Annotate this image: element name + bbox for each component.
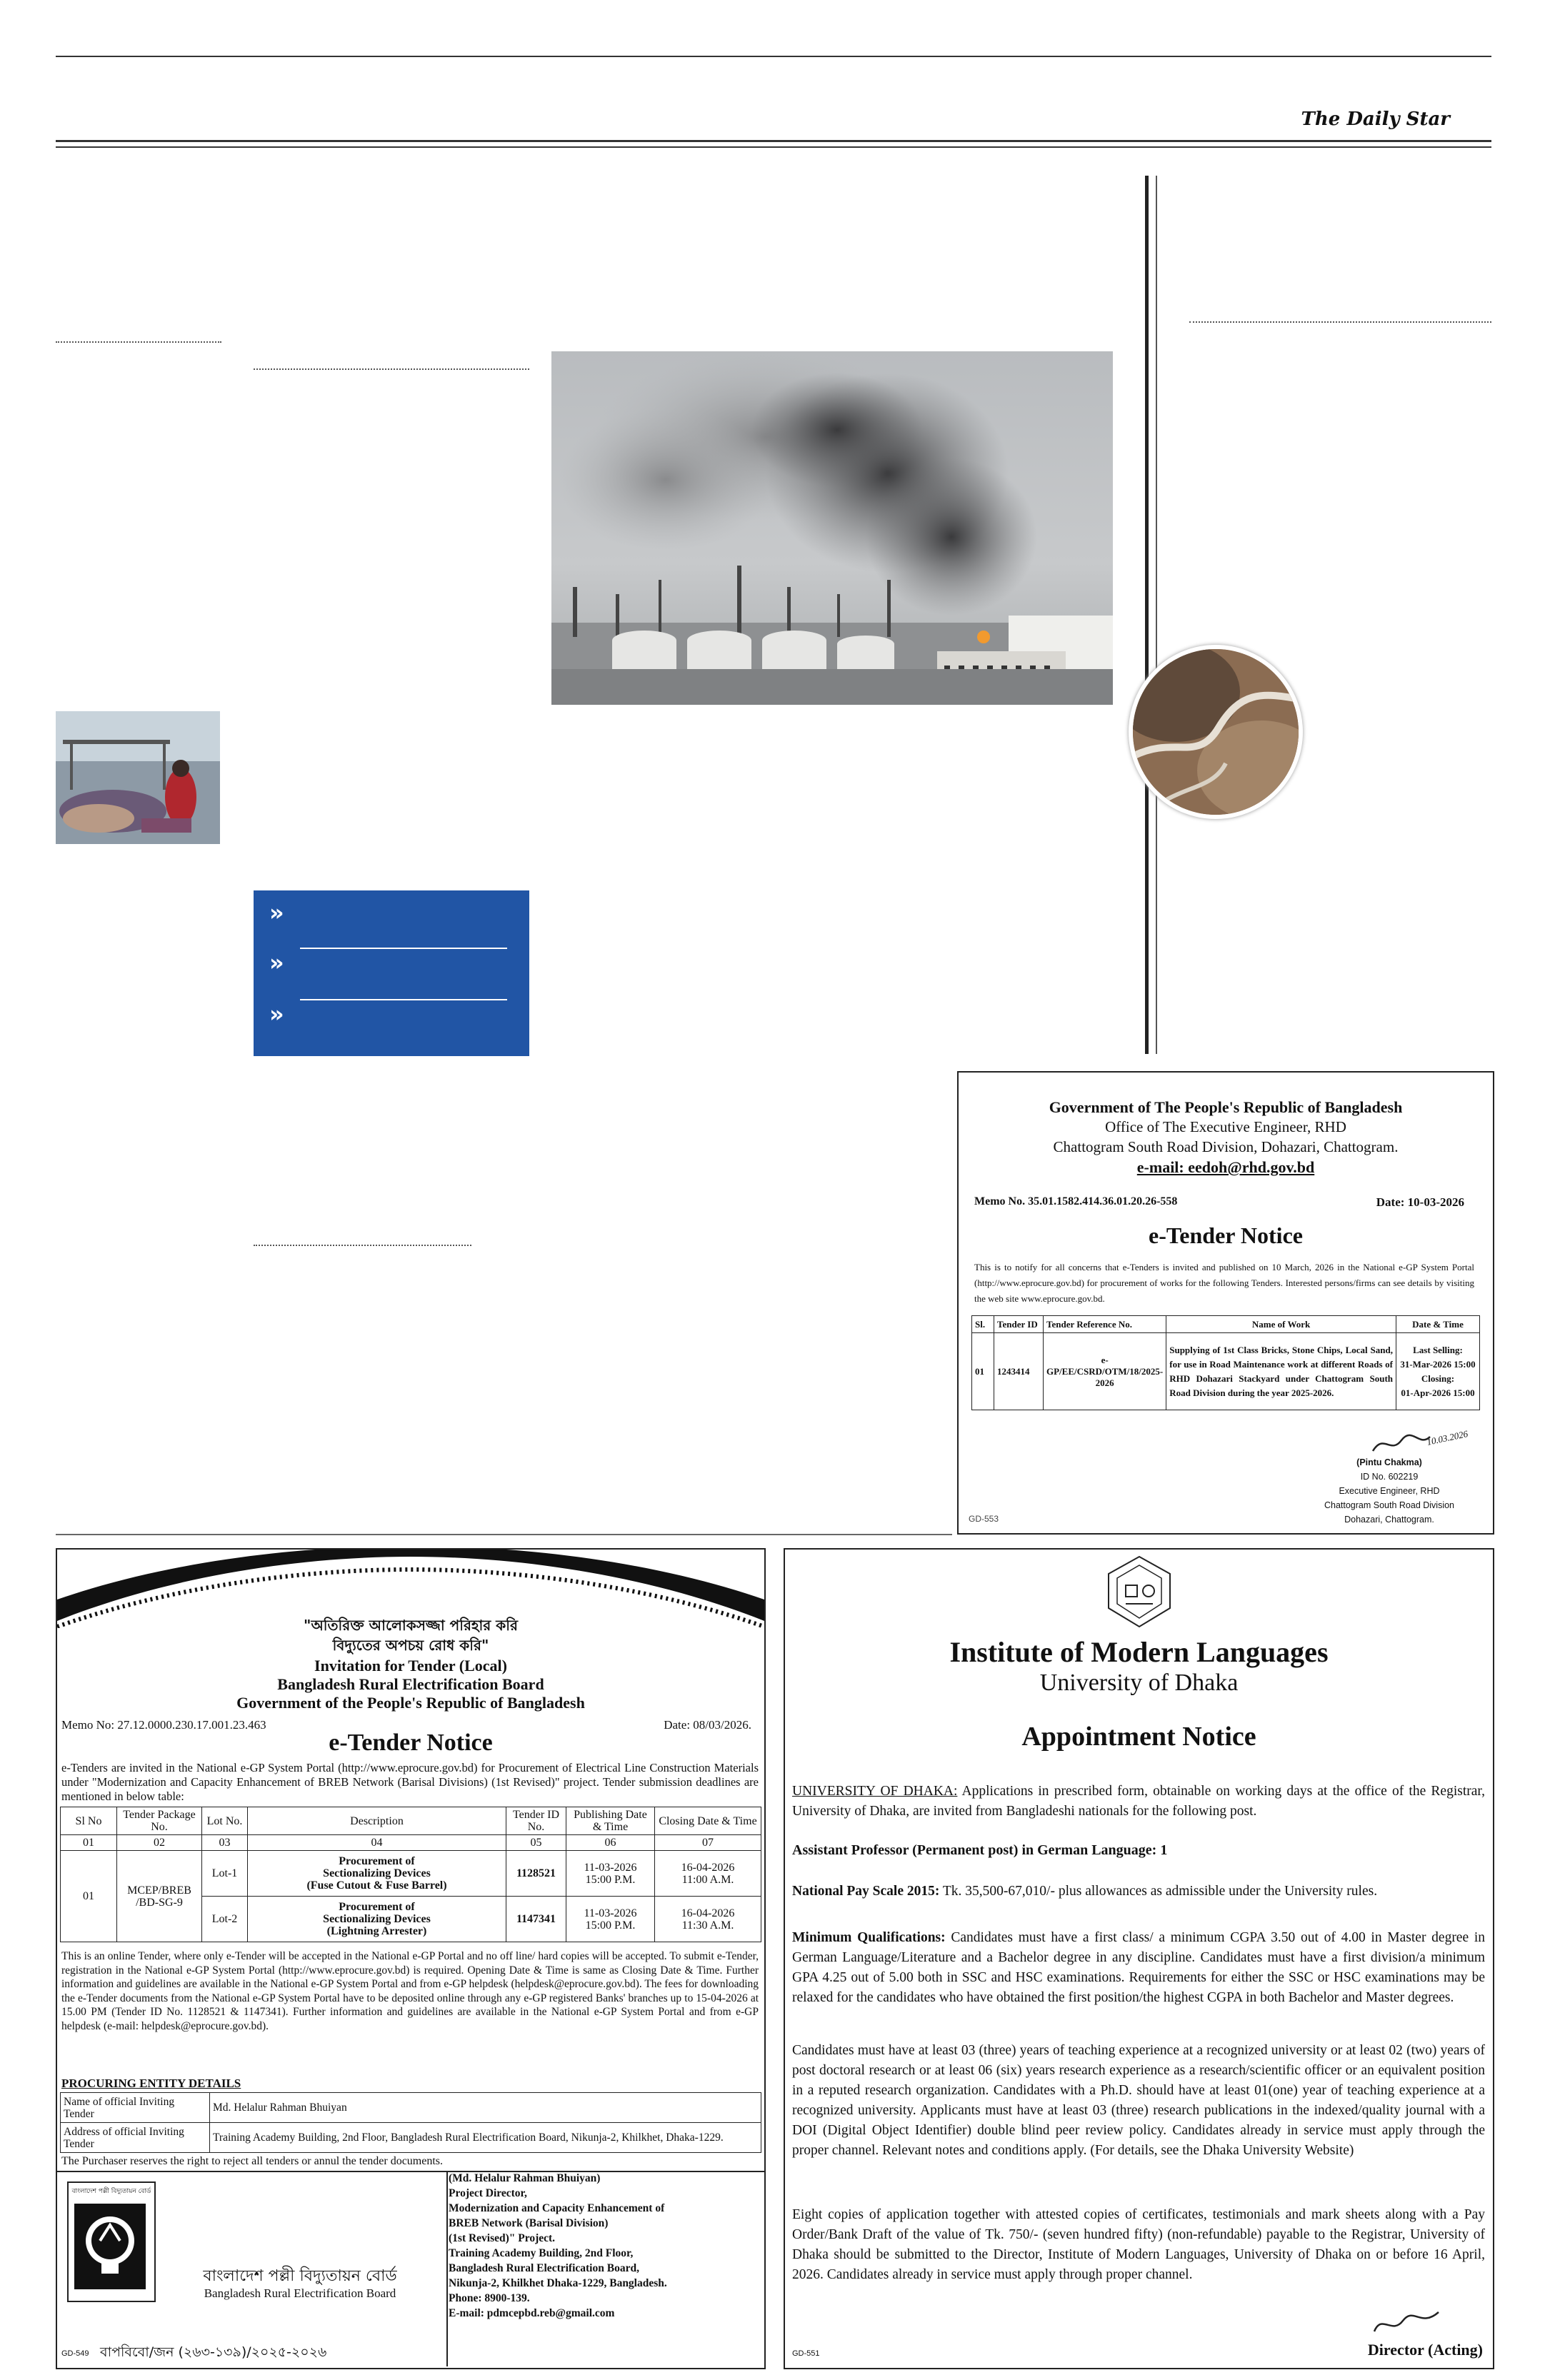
breb-th-pkg: Tender Package No.: [117, 1807, 202, 1835]
rhd-signer-id: ID No. 602219: [1360, 1472, 1419, 1482]
breb-pe-addr-label: Address of official Inviting Tender: [61, 2123, 210, 2153]
breb-lot-1: Lot-1: [202, 1851, 248, 1897]
breb-body: This is an online Tender, where only e-Tender will be accepted in the National e-GP Portal and no off line/ hard copies will be accepted. To submit e-Tender, registration in the National e-GP System Portal (http://www.eprocure.gov.bd) is required. Opening Date & Time is same as Closing Date & Time. Further information and guidelines are available in the National e-GP System Portal and from e-GP helpdesk (helpdesk@eprocure.gov.bd). The fees for downloading the e-Tender documents from the National e-GP System Portal have to be deposited online through any e-GP registered Banks' branches up to 15-04-2026 at 15.00 PM (Tender ID No. 1128521 & 1147341). Further information and guidelines are available in the National e-GP System Portal and from e-GP helpdesk (e-mail: helpdesk@eprocure.gov.bd).: [61, 1950, 759, 2032]
breb-desc-2c: (Lightning Arrester): [326, 1925, 427, 1937]
highlight-rule: [300, 948, 507, 949]
breb-signer: [449, 2171, 763, 2321]
chevron-right-icon: »: [269, 949, 284, 976]
breb-desc-1a: Procurement of: [339, 1855, 415, 1867]
du-exp: Candidates must have at least 03 (three) years of teaching experience at a recognized university or at least 02 (two) years of post doctoral research or at least 06 (six) years research experience as a research/scientific officer or an equivalent position in a reputed research organization. Candidates with a Ph.D. should have at least 01(one) year of teaching experience at a recognized university. Applicants must have at least 03 (three) research publications in the indexed/quality journal with a DOI (Digital Object Identifier) double blind peer review policy. Candidates already in service must apply through the proper channel. Relevant notes and conditions apply. (For details, see the Dhaka University Website): [792, 2043, 1485, 2158]
university-crest-icon: [1101, 1552, 1177, 1631]
breb-signer-8: Phone: 8900-139.: [449, 2292, 530, 2304]
breb-signer-3: BREB Network (Barisal Division): [449, 2217, 609, 2229]
breb-th-desc: Description: [248, 1807, 506, 1835]
du-qual-text: Candidates must have a first class/ a minimum CGPA 3.50 out of 4.00 in Master degree in German Language/Literature and a Bachelor degree in any discipline. Candidates must have a first division/a minimum GPA 4.25 out of 5.00 both in SSC and HSC examinations. Requirements for either the SSC or HSC examinations may be relaxed for the candidates who have obtained the first position/the highest CGPA in both Bachelor and Master degrees.: [792, 1930, 1486, 2005]
header-rule-1: [56, 140, 1491, 142]
breb-logo-caption-en: Bangladesh Rural Electrification Board: [204, 2286, 396, 2300]
rhd-dt-3: Closing:: [1421, 1372, 1455, 1384]
breb-slogan-2: বিদ্যুতের অপচয় রোধ করি": [332, 1637, 489, 1654]
mountain-road-circle-photo: [1129, 645, 1303, 819]
rhd-th-id: Tender ID: [994, 1316, 1044, 1333]
breb-date: Date: 08/03/2026.: [664, 1718, 751, 1732]
ads-separator: [56, 1534, 952, 1535]
breb-colnum: 04: [248, 1835, 506, 1851]
rhd-signer-loc: Dohazari, Chattogram.: [1344, 1515, 1434, 1525]
rhd-office: Office of The Executive Engineer, RHD: [1105, 1118, 1346, 1135]
breb-th-id: Tender ID No.: [506, 1807, 566, 1835]
breb-colnum: 05: [506, 1835, 566, 1851]
du-scale-label: National Pay Scale 2015:: [792, 1884, 940, 1899]
street-photo: [56, 711, 220, 844]
rhd-email: e-mail: eedoh@rhd.gov.bd: [1136, 1158, 1315, 1176]
breb-pub-1a: 11-03-2026: [584, 1861, 637, 1874]
breb-colnum: 02: [117, 1835, 202, 1851]
du-post: Assistant Professor (Permanent post) in German Language: 1: [792, 1842, 1168, 1858]
rhd-signer-post: Executive Engineer, RHD: [1339, 1486, 1440, 1496]
breb-desc-2b: Sectionalizing Devices: [323, 1913, 431, 1925]
rhd-th-dt: Date & Time: [1396, 1316, 1480, 1333]
breb-tender-notice: [56, 1548, 766, 2369]
rhd-dt-2: 31-Mar-2026 15:00: [1400, 1358, 1476, 1370]
rhd-signer-name: (Pintu Chakma): [1356, 1457, 1422, 1467]
chevron-right-icon: »: [269, 1000, 284, 1028]
breb-colnum: 03: [202, 1835, 248, 1851]
du-p1-label: UNIVERSITY OF DHAKA:: [792, 1784, 958, 1799]
breb-sl: 01: [61, 1851, 117, 1942]
rhd-work: Supplying of 1st Class Bricks, Stone Chips, Local Sand, for use in Road Maintenance work at different Roads of RHD Dohazari Stackyard under Chattogram South Road Division during the year 2025-2026.: [1166, 1333, 1396, 1410]
breb-title-1: Invitation for Tender (Local): [314, 1657, 507, 1674]
rhd-signature: [1369, 1430, 1434, 1458]
rhd-division: Chattogram South Road Division, Dohazari, Chattogram.: [1053, 1138, 1399, 1155]
rhd-govt: Government of The People's Republic of Bangladesh: [1049, 1098, 1403, 1116]
rhd-signer: [1300, 1455, 1479, 1527]
rhd-tender-id: 1243414: [994, 1333, 1044, 1410]
masthead-brand: The Daily Star: [1301, 109, 1450, 130]
du-p1: [792, 1782, 1485, 1822]
top-rule: [56, 56, 1491, 57]
chevron-right-icon: »: [269, 899, 284, 926]
rhd-sign-date: 10.03.2026: [1425, 1428, 1469, 1447]
breb-close-2a: 16-04-2026: [681, 1907, 735, 1919]
du-title: Appointment Notice: [1021, 1722, 1256, 1752]
header-rule-2: [56, 146, 1491, 148]
rhd-tender-notice: [957, 1071, 1494, 1535]
breb-logo-caption-bn: বাংলাদেশ পল্লী বিদ্যুতায়ন বোর্ড: [203, 2267, 397, 2285]
bulb-logo-icon: [69, 2196, 151, 2296]
breb-lot-2: Lot-2: [202, 1897, 248, 1942]
breb-close-1: [655, 1851, 761, 1897]
breb-footer-bn: বাপবিবো/জন (২৬৩-১৩৯)/২০২৫-২০২৬: [100, 2344, 327, 2360]
breb-desc-1: [248, 1851, 506, 1897]
breb-th-close: Closing Date & Time: [655, 1807, 761, 1835]
breb-pe-name-label: Name of official Inviting Tender: [61, 2093, 210, 2123]
breb-reserve: The Purchaser reserves the right to reject all tenders or annul the tender documents.: [61, 2155, 444, 2167]
highlights-box: [254, 890, 529, 1056]
breb-close-2: [655, 1897, 761, 1942]
du-signature: [1371, 2306, 1442, 2341]
du-signer: Director (Acting): [1367, 2341, 1483, 2359]
du-scale: [792, 1884, 1485, 1899]
breb-title-3: Government of the People's Republic of Bangladesh: [236, 1694, 585, 1712]
breb-memo: Memo No: 27.12.0000.230.17.001.23.463: [61, 1718, 266, 1732]
breb-close-1a: 16-04-2026: [681, 1861, 735, 1874]
breb-signer-2: Modernization and Capacity Enhancement of: [449, 2202, 665, 2214]
rhd-th-work: Name of Work: [1166, 1316, 1396, 1333]
breb-title-2: Bangladesh Rural Electrification Board: [277, 1675, 544, 1693]
dotted-rule-mid-lower: [254, 1245, 471, 1246]
du-qual-label: Minimum Qualifications:: [792, 1930, 946, 1945]
breb-signer-9: E-mail: pdmcepbd.reb@gmail.com: [449, 2307, 615, 2319]
breb-pub-2: [566, 1897, 655, 1942]
breb-id-1: 1128521: [506, 1851, 566, 1897]
column-divider-thick: [1145, 176, 1149, 1054]
breb-signer-7: Nikunja-2, Khilkhet Dhaka-1229, Bangladesh.: [449, 2277, 667, 2289]
du-scale-text: Tk. 35,500-67,010/- plus allowances as admissible under the University rules.: [942, 1884, 1378, 1899]
rhd-code: GD-553: [969, 1514, 999, 1524]
breb-pe-table: [60, 2092, 761, 2153]
breb-signer-4: (1st Revised)" Project.: [449, 2232, 556, 2244]
rhd-ref: e-GP/EE/CSRD/OTM/18/2025-2026: [1044, 1333, 1166, 1410]
breb-close-1b: 11:00 A.M.: [681, 1873, 734, 1886]
breb-desc-1c: (Fuse Cutout & Fuse Barrel): [306, 1879, 447, 1892]
breb-th-sl: Sl No: [61, 1807, 117, 1835]
rhd-intro: This is to notify for all concerns that e-Tenders is invited and published on 10 March, 2026 in the National e-GP System Portal (http://www.eprocure.gov.bd) for procurement of works for the following Tenders. Interested persons/firms can see details by visiting the web site www.eprocure.gov.bd.: [974, 1262, 1474, 1304]
du-code: GD-551: [792, 2349, 820, 2358]
breb-signer-divider: [446, 2172, 448, 2366]
du-institute: Institute of Modern Languages: [949, 1636, 1329, 1668]
refinery-smoke-photo: [551, 351, 1113, 705]
rhd-date: Date: 10-03-2026: [1376, 1195, 1464, 1209]
breb-desc-1b: Sectionalizing Devices: [323, 1867, 431, 1879]
breb-code: GD-549: [61, 2349, 89, 2358]
breb-colnum: 01: [61, 1835, 117, 1851]
rhd-title: e-Tender Notice: [1149, 1222, 1303, 1248]
rhd-th-sl: Sl.: [972, 1316, 994, 1333]
breb-desc-2a: Procurement of: [339, 1901, 415, 1913]
breb-colnum: 06: [566, 1835, 655, 1851]
breb-heading: e-Tender Notice: [329, 1729, 493, 1756]
du-appointment-notice: [784, 1548, 1494, 2369]
column-divider-thin: [1156, 176, 1157, 1054]
breb-logo-box: [67, 2181, 156, 2302]
rhd-dt-1: Last Selling:: [1413, 1344, 1463, 1355]
breb-pe-heading: PROCURING ENTITY DETAILS: [61, 2077, 241, 2090]
rhd-th-ref: Tender Reference No.: [1044, 1316, 1166, 1333]
du-qual: [792, 1928, 1485, 2008]
rhd-signer-div: Chattogram South Road Division: [1324, 1500, 1455, 1510]
dotted-rule-right: [1189, 321, 1491, 323]
breb-pub-2a: 11-03-2026: [584, 1907, 637, 1919]
breb-pub-1b: 15:00 P.M.: [585, 1873, 636, 1886]
breb-tender-table: [60, 1807, 761, 1942]
du-university: University of Dhaka: [1039, 1669, 1239, 1696]
dotted-rule-mid: [254, 368, 529, 370]
du-p1-text: Applications in prescribed form, obtainable on working days at the office of the Registrar, University of Dhaka, are invited from Bangladeshi nationals for the following post.: [792, 1784, 1485, 1819]
breb-signer-1: Project Director,: [449, 2187, 527, 2199]
breb-id-2: 1147341: [506, 1897, 566, 1942]
highlight-rule: [300, 999, 507, 1000]
breb-desc-2: [248, 1897, 506, 1942]
rhd-dt: [1396, 1333, 1480, 1410]
breb-signer-6: Bangladesh Rural Electrification Board,: [449, 2262, 639, 2274]
breb-th-pub: Publishing Date & Time: [566, 1807, 655, 1835]
du-apply: Eight copies of application together with attested copies of certificates, testimonials and mark sheets along with a Pay Order/Bank Draft of the value of Tk. 750/- (seven hundred fifty) (non-refundable) payable to the Registrar, University of Dhaka should be submitted to the Director, Institute of Modern Languages, University of Dhaka on or before 16 April, 2026. Candidates already in service must apply through proper channel.: [792, 2207, 1485, 2282]
rhd-tender-table: [971, 1315, 1480, 1410]
breb-pub-1: [566, 1851, 655, 1897]
breb-pub-2b: 15:00 P.M.: [585, 1919, 636, 1932]
breb-signer-0: (Md. Helalur Rahman Bhuiyan): [449, 2172, 601, 2184]
breb-th-lot: Lot No.: [202, 1807, 248, 1835]
rhd-sl: 01: [972, 1333, 994, 1410]
breb-package: MCEP/BREB /BD-SG-9: [117, 1851, 202, 1942]
breb-logo-top: বাংলাদেশ পল্লী বিদ্যুতায়ন বোর্ড: [71, 2188, 151, 2195]
breb-pe-name: Md. Helalur Rahman Bhuiyan: [210, 2093, 761, 2123]
rhd-memo: Memo No. 35.01.1582.414.36.01.20.26-558: [974, 1195, 1178, 1207]
breb-close-2b: 11:30 A.M.: [681, 1919, 734, 1932]
breb-signer-5: Training Academy Building, 2nd Floor,: [449, 2247, 634, 2259]
dotted-rule-left: [56, 341, 221, 343]
breb-slogan-1: "অতিরিক্ত আলোকসজ্জা পরিহার করি: [304, 1617, 518, 1634]
breb-colnum: 07: [655, 1835, 761, 1851]
breb-pe-addr: Training Academy Building, 2nd Floor, Bangladesh Rural Electrification Board, Nikunja-2, Khilkhet, Dhaka-1229.: [210, 2123, 761, 2153]
rhd-dt-4: 01-Apr-2026 15:00: [1401, 1387, 1475, 1398]
breb-intro: e-Tenders are invited in the National e-GP System Portal (http://www.eprocure.gov.bd) for Procurement of Electrical Line Construction Materials under "Modernization and Capacity Enhancement of BREB Network (Barisal Divisions) (1st Revised)" project. Tender submission deadlines are mentioned in below table:: [61, 1761, 759, 1803]
